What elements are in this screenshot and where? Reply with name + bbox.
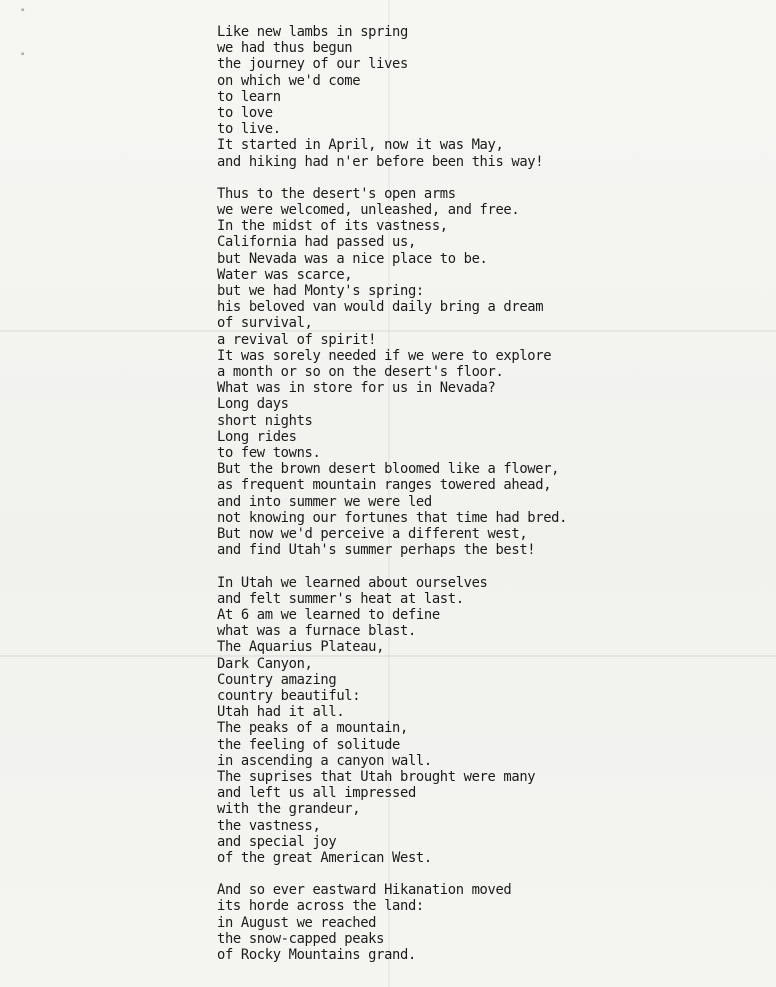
poem-line: and into summer we were led xyxy=(217,493,432,510)
poem-body xyxy=(217,24,757,979)
poem-line: California had passed us, xyxy=(217,234,416,251)
poem-line: and hiking had n'er before been this way! xyxy=(217,153,544,170)
poem-line: with the grandeur, xyxy=(217,801,361,818)
poem-line: its horde across the land: xyxy=(217,898,424,915)
poem-line: as frequent mountain ranges towered ahead, xyxy=(217,477,552,494)
poem-line: and special joy xyxy=(217,833,337,850)
poem-line: and left us all impressed xyxy=(217,785,416,802)
poem-line: the snow-capped peaks xyxy=(217,930,385,947)
poem-line: In Utah we learned about ourselves xyxy=(217,574,488,591)
poem-line: and find Utah's summer perhaps the best! xyxy=(217,542,536,559)
poem-line: a month or so on the desert's floor. xyxy=(217,364,504,381)
poem-line: The Aquarius Plateau, xyxy=(217,639,385,656)
poem-line: Utah had it all. xyxy=(217,704,345,721)
poem-line: The suprises that Utah brought were many xyxy=(217,768,536,785)
poem-line: in August we reached xyxy=(217,914,377,931)
poem-line: The peaks of a mountain, xyxy=(217,720,408,737)
poem-line: At 6 am we learned to define xyxy=(217,606,440,623)
poem-stanza xyxy=(217,882,757,963)
poem-line: Like new lambs in spring xyxy=(217,24,408,40)
poem-line: on which we'd come xyxy=(217,72,361,89)
poem-line: short nights xyxy=(217,412,313,429)
poem-line: the feeling of solitude xyxy=(217,736,400,753)
poem-stanza xyxy=(217,575,757,867)
poem-line: Thus to the desert's open arms xyxy=(217,185,456,202)
poem-line: of Rocky Mountains grand. xyxy=(217,946,416,963)
poem-line: the vastness, xyxy=(217,817,321,834)
poem-line: But now we'd perceive a different west, xyxy=(217,526,528,543)
poem-line: Country amazing xyxy=(217,671,337,688)
poem-line: but we had Monty's spring: xyxy=(217,283,424,300)
margin-speck: ° xyxy=(20,8,26,18)
poem-line: But the brown desert bloomed like a flower, xyxy=(217,461,560,478)
poem-line: In the midst of its vastness, xyxy=(217,218,448,235)
poem-line: a revival of spirit! xyxy=(217,331,377,348)
poem-line: what was a furnace blast. xyxy=(217,623,416,640)
poem-line: his beloved van would daily bring a dream xyxy=(217,299,544,316)
poem-line: not knowing our fortunes that time had bred. xyxy=(217,509,568,526)
poem-line: to few towns. xyxy=(217,445,321,462)
poem-line: we had thus begun xyxy=(217,40,353,57)
poem-line: we were welcomed, unleashed, and free. xyxy=(217,202,520,219)
poem-line: to love xyxy=(217,105,273,122)
poem-line: Long days xyxy=(217,396,289,413)
poem-line: Dark Canyon, xyxy=(217,655,313,672)
poem-line: And so ever eastward Hikanation moved xyxy=(217,882,512,899)
poem-line: of survival, xyxy=(217,315,313,332)
poem-line: Water was scarce, xyxy=(217,266,353,283)
poem-line: to live. xyxy=(217,121,281,138)
poem-line: in ascending a canyon wall. xyxy=(217,752,432,769)
poem-line: to learn xyxy=(217,88,281,105)
poem-line: It was sorely needed if we were to explore xyxy=(217,347,552,364)
poem-stanza xyxy=(217,186,757,559)
poem-line: the journey of our lives xyxy=(217,56,408,73)
poem-line: and felt summer's heat at last. xyxy=(217,590,464,607)
poem-stanza xyxy=(217,24,757,170)
poem-line: It started in April, now it was May, xyxy=(217,137,504,154)
poem-line: Long rides xyxy=(217,428,297,445)
poem-line: of the great American West. xyxy=(217,849,432,866)
poem-line: but Nevada was a nice place to be. xyxy=(217,250,488,267)
poem-line: country beautiful: xyxy=(217,687,361,704)
poem-line: What was in store for us in Nevada? xyxy=(217,380,496,397)
margin-speck: ° xyxy=(20,52,26,62)
